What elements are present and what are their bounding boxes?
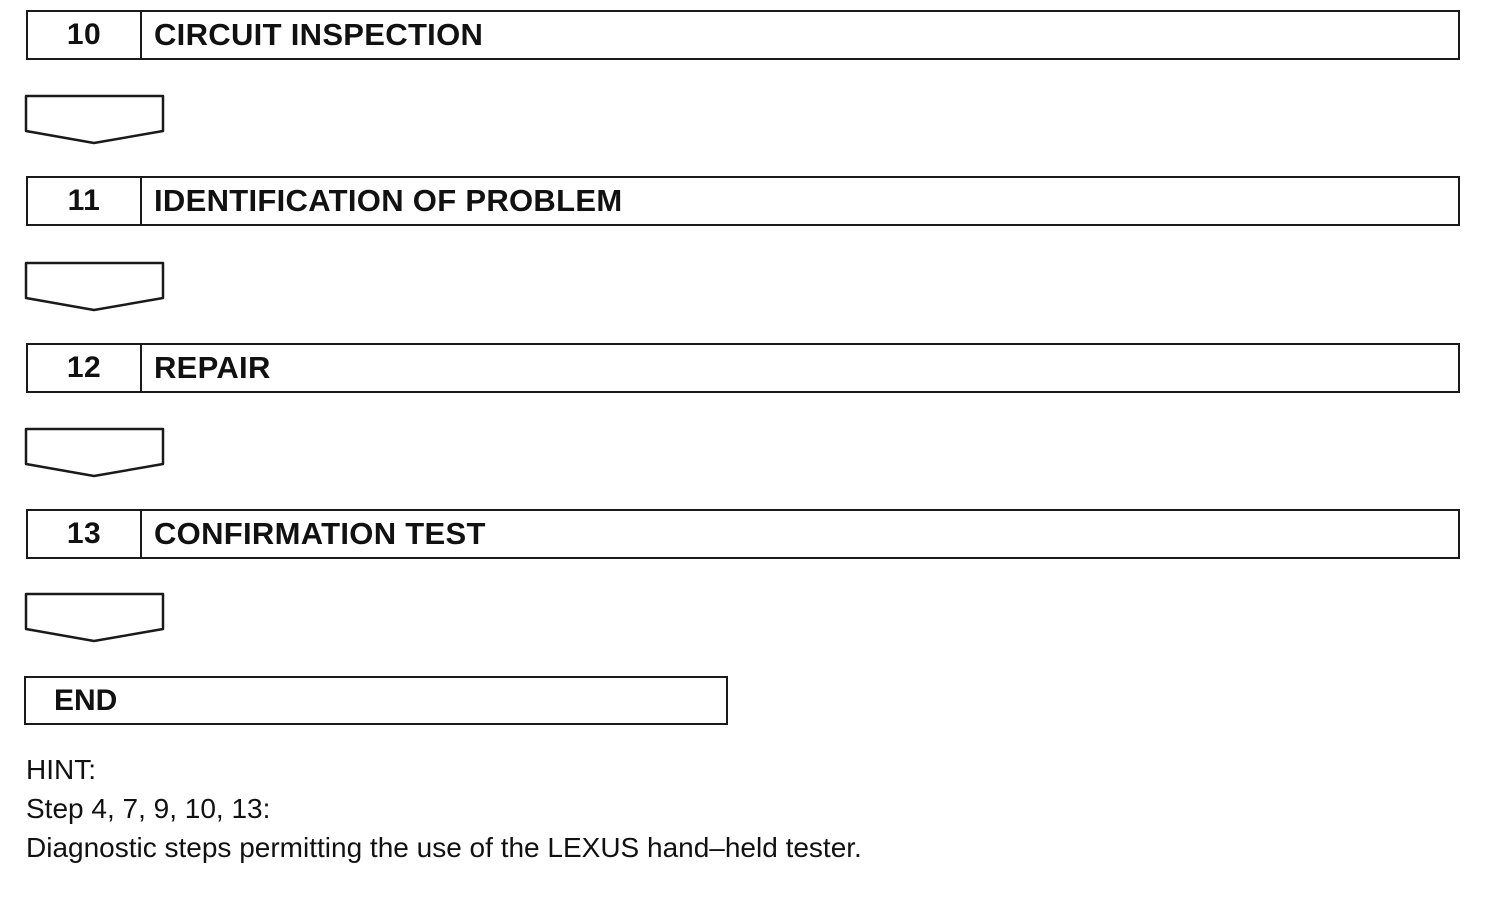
step-box-12	[26, 343, 1460, 393]
step-box-10	[26, 10, 1460, 60]
step-title: IDENTIFICATION OF PROBLEM	[154, 183, 623, 218]
step-number: 13	[28, 511, 142, 557]
hint-description: Diagnostic steps permitting the use of the LEXUS hand–held tester.	[26, 832, 862, 863]
end-box: END	[24, 676, 728, 725]
hint-section	[26, 750, 862, 867]
step-title: CONFIRMATION TEST	[154, 516, 486, 551]
step-number: 10	[28, 12, 142, 58]
flow-arrow-icon	[24, 592, 166, 644]
flow-arrow-icon	[24, 94, 166, 146]
step-title: CIRCUIT INSPECTION	[154, 17, 484, 52]
step-number: 12	[28, 345, 142, 391]
step-number: 11	[28, 178, 142, 224]
hint-steps-line: Step 4, 7, 9, 10, 13:	[26, 793, 271, 824]
flow-arrow-icon	[24, 261, 166, 313]
flow-arrow-icon	[24, 427, 166, 479]
hint-heading: HINT:	[26, 754, 96, 785]
step-title: REPAIR	[154, 350, 271, 385]
step-box-13	[26, 509, 1460, 559]
step-box-11	[26, 176, 1460, 226]
